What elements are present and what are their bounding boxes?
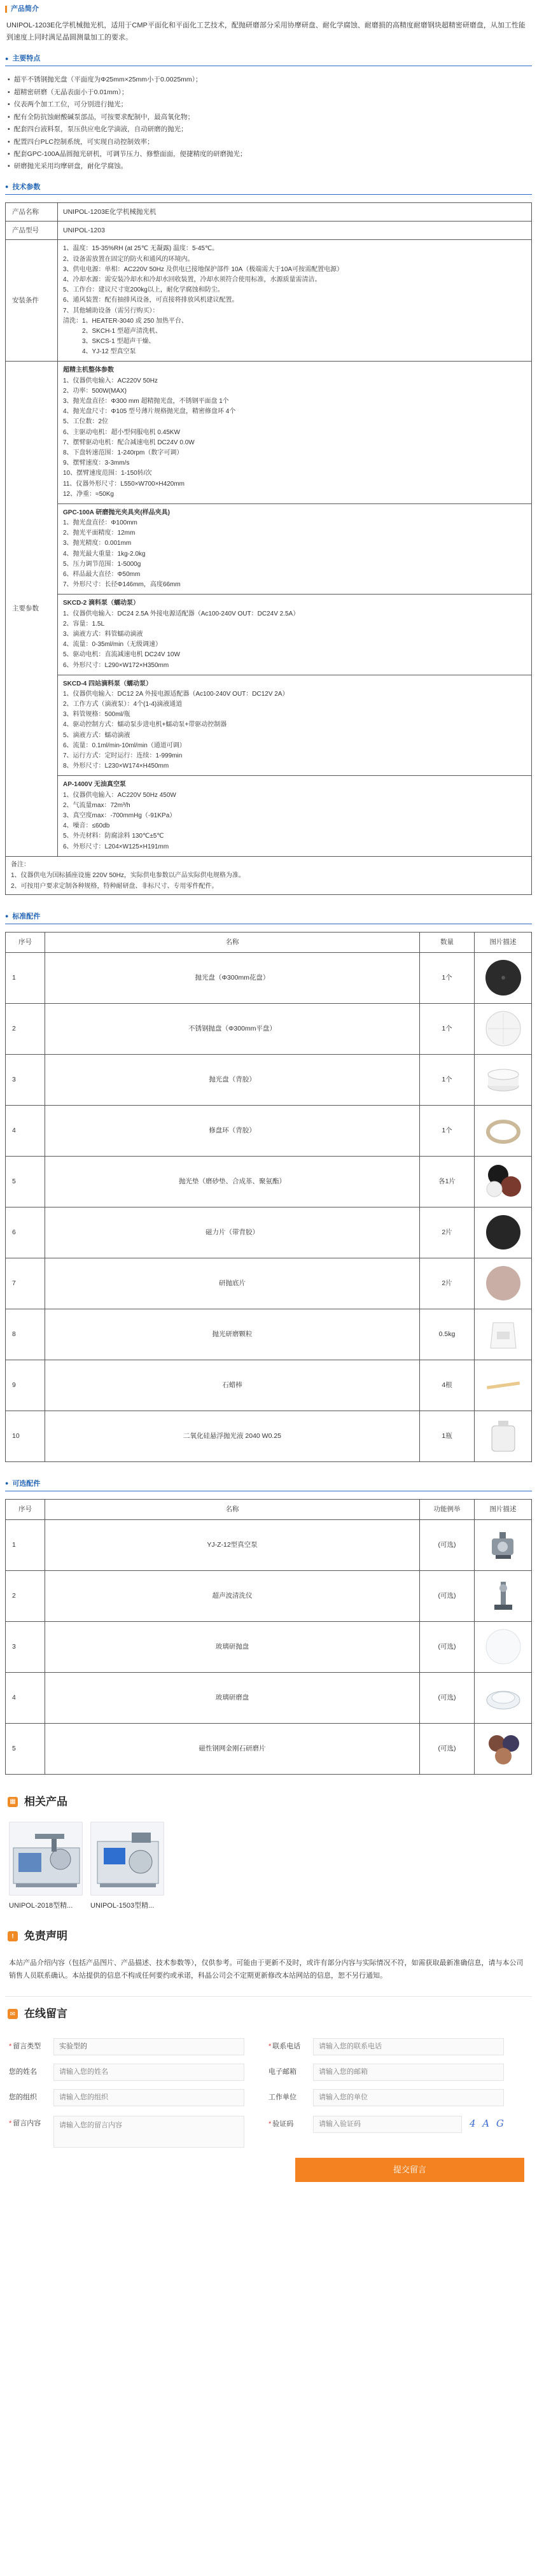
row-func: (可选) [420,1723,475,1774]
product-image [483,1626,524,1667]
param-line: 5、驱动电机：直流减速电机 DC24V 10W [63,651,180,659]
ring-image [483,1110,524,1151]
param-line: 2、容量：1.5L [63,620,105,628]
col-no: 序号 [6,932,45,952]
param-line: 6、流量：0.1ml/min-10ml/min（通道可调） [63,742,186,749]
param-line: 8、外形尺寸：L230×W174×H450mm [63,763,169,770]
name-input[interactable]: 请输入您的姓名 [53,2064,244,2081]
spec-row [6,222,532,240]
spec-table [5,202,532,857]
optional-heading-wrap [5,1479,532,1491]
param-line: 5、外壳材料：防腐涂料 130℃±5℃ [63,833,164,840]
features-heading-wrap [5,53,532,66]
product-image [483,1161,524,1202]
install-line: 7、其他辅助设备（需另行购买）： [63,307,159,314]
install-subline: 清洗：1、HEATER-3040 或 250 加热平台、 [63,317,188,325]
form-label: 工作单位 [268,2094,296,2102]
row-image [475,1723,532,1774]
param-block [58,775,531,855]
disclaimer-title: ! 免责声明 [8,1928,532,1945]
row-image [475,1156,532,1207]
product-image [483,1110,524,1151]
row-number: 1 [6,1519,45,1570]
related-card[interactable] [90,1822,164,1911]
table-row [6,1519,532,1570]
row-image [475,952,532,1003]
row-number: 2 [6,1003,45,1054]
row-image [475,1309,532,1360]
feature-item: • 配套GPC-100A晶圆抛光研机，可调节压力、修整面面，便捷精度的研磨抛光； [8,148,532,160]
row-number: 3 [6,1621,45,1672]
feature-item: • 研磨抛光采用均摩研盘，耐化学腐蚀。 [8,160,532,172]
param-line: 1、仪器供电输入：DC12 2A 外接电源适配器（Ac100-240V OUT：DC12V 2A） [63,690,289,698]
pads-mix-image [483,1161,524,1202]
col-img: 图片描述 [475,932,532,952]
row-number: 3 [6,1054,45,1105]
note-line: 2、可按用户要求定制各种规格，特种耐研盘、非标尺寸、专用零件配件。 [11,882,218,890]
optional-table [5,1499,532,1775]
row-qty: 1个 [420,1054,475,1105]
disc-white-image [483,1008,524,1049]
row-qty: 各1片 [420,1156,475,1207]
spec-row-install [6,240,532,362]
form-cell [268,2089,528,2106]
row-image [475,1258,532,1309]
install-line: 5、工作台：建议尺寸宽200kg以上，耐化学腐蚀和防尘。 [63,286,224,294]
table-row [6,952,532,1003]
param-block-title: AP-1400V 无油真空泵 [63,781,126,789]
param-line: 5、滴液方式：蠕动滴液 [63,731,130,739]
phone-input[interactable]: 请输入您的联系电话 [313,2038,504,2055]
optional-header-row [6,1499,532,1519]
related-title: ▦ 相关产品 [8,1794,532,1810]
form-cell [9,2116,268,2148]
param-block-title: SKCD-4 四站滴料泵（蠕动泵） [63,680,153,687]
product-image [483,1677,524,1718]
captcha-image[interactable]: 4 A G [470,2118,506,2130]
table-row [6,1156,532,1207]
product-image [483,1416,524,1456]
row-image [475,1411,532,1461]
install-line: 1、温度：15-35%RH (at 25℃ 无凝露) 温度：5-45℃。 [63,245,219,253]
form-label: 您的组织 [9,2094,37,2102]
table-row [6,1105,532,1156]
install-subline: 3、SKCS-1 型超声干燥、 [82,338,155,346]
param-line: 2、抛光平面精度：12mm [63,530,136,537]
form-row [9,2085,528,2111]
row-qty: 4根 [420,1360,475,1411]
row-image [475,1672,532,1723]
param-line: 7、摆臂驱动电机：配合减速电机 DC24V 0.0W [63,439,195,446]
param-line: 2、气流量max：72m³/h [63,801,130,809]
form-cell [268,2038,528,2055]
row-func: (可选) [420,1621,475,1672]
product-image [483,1314,524,1355]
company-input[interactable]: 请输入您的组织 [53,2089,244,2106]
message-type-select[interactable]: 实验型的 [53,2038,244,2055]
form-cell [268,2116,528,2133]
product-image [483,1524,524,1565]
install-subline: 2、SKCH-1 型超声清洗机、 [82,327,162,335]
spec-row [6,202,532,221]
row-name: 石蜡棒 [45,1360,420,1411]
spec-label: 主要参数 [6,362,58,856]
intro-heading-text: 产品简介 [11,5,39,13]
pad-black-image [483,957,524,998]
product-image [483,1008,524,1049]
product-detail-page [0,4,537,2192]
table-row [6,1309,532,1360]
install-line: 2、设备需放置在固定的防火和通风的环境内。 [63,255,194,263]
form-label: * 验证码 [268,2120,294,2128]
table-row [6,1723,532,1774]
tech-heading-wrap [5,182,532,195]
section-dot-icon: ● [5,183,9,190]
install-conditions [58,240,532,362]
feature-item: • 配置四台PLC控制系统，可实现自动控制效率； [8,136,532,148]
param-block [58,594,531,674]
param-block-title: GPC-100A 研磨抛光夹具夹(样品夹具) [63,509,170,516]
product-image [483,1575,524,1616]
install-line: 6、通风装置：配有抽排风设备，可直接将排放风机建议配置。 [63,297,239,304]
form-cell [9,2038,268,2055]
row-number: 5 [6,1156,45,1207]
row-number: 2 [6,1570,45,1621]
param-block-title: 超精主机整体参数 [63,367,114,374]
form-cell [9,2089,268,2106]
form-row [9,2034,528,2060]
row-name: 玻璃研抛盘 [45,1621,420,1672]
param-line: 9、摆臂速度：3-3mm/s [63,460,130,467]
spec-label: 产品名称 [6,202,58,221]
disc-copper-image [483,1263,524,1304]
col-qty: 数量 [420,932,475,952]
product-image [483,1263,524,1304]
table-row [6,1258,532,1309]
param-line: 2、功率：500W(MAX) [63,387,127,395]
row-number: 4 [6,1105,45,1156]
col-name: 名称 [45,932,420,952]
machine-illustration [10,1822,83,1896]
disclaimer-text: 本站产品介绍内容（包括产品图片、产品描述、技术参数等），仅供参考。可能由于更新不及时，或许有部分内容与实际情况不符，如需获取最新准确信息，请与本公司销售人员联系确认。本站提供的信息不构成任何要约或承诺，科晶公司会不定期更新修改本站网站的信息，恕不另行通知。 [5,1957,532,1997]
grid-icon: ▦ [8,1797,18,1807]
row-number: 4 [6,1672,45,1723]
row-name: 玻璃研磨盘 [45,1672,420,1723]
warning-icon: ! [8,1931,18,1941]
standard-table [5,932,532,1462]
form-cell [9,2064,268,2081]
row-qty: 0.5kg [420,1309,475,1360]
form-row [9,2060,528,2085]
form-label: * 留言类型 [9,2043,41,2051]
row-image [475,1570,532,1621]
feature-item: • 超平不锈钢抛光盘（平面度为Φ25mm×25mm小于0.0025mm）； [8,74,532,86]
param-line: 3、真空度max：-700mmHg（-91KPa） [63,812,176,819]
pads-brown-image [483,1728,524,1769]
related-card[interactable] [9,1822,83,1911]
row-func: (可选) [420,1519,475,1570]
install-line: 4、冷却水源：需安装冷却水和冷却水回收装置，冷却水须符合使用标准，水源质量需清洁。 [63,276,321,283]
table-row [6,1621,532,1672]
table-row [6,1003,532,1054]
spec-label: 产品型号 [6,222,58,240]
row-number: 6 [6,1207,45,1258]
row-name: 磁性钢网金刚石研磨片 [45,1723,420,1774]
powder-image [483,1314,524,1355]
row-number: 7 [6,1258,45,1309]
heading-bar-icon [5,6,7,13]
feature-item: • 配套四台液料泵，泵压供应电化学滴液，自动研磨的抛光； [8,123,532,136]
col-func: 功能例举 [420,1499,475,1519]
product-image [483,1212,524,1253]
row-qty: 2片 [420,1207,475,1258]
param-line: 3、料管规格：500ml/瓶 [63,711,130,719]
param-line: 4、抛光最大重量：1kg-2.0kg [63,550,146,558]
param-line: 6、外形尺寸：L290×W172×H350mm [63,661,169,669]
rod-image [483,1365,524,1405]
param-block [58,675,531,776]
section-dot-icon: ● [5,1480,9,1487]
dish-clear-image [483,1677,524,1718]
table-row [6,1411,532,1461]
feature-item: • 仪表两个加工工位，可分别进行抛光； [8,99,532,111]
row-image [475,1207,532,1258]
row-number: 5 [6,1723,45,1774]
row-name: 磁力片（带背胶） [45,1207,420,1258]
row-name: 抛光研磨颗粒 [45,1309,420,1360]
table-row [6,1207,532,1258]
install-subline: 4、YJ-12 型真空泵 [82,348,136,356]
related-products [5,1822,532,1911]
section-dot-icon: ● [5,55,9,62]
form-label: 您的姓名 [9,2068,37,2076]
row-func: (可选) [420,1570,475,1621]
standard-header-row [6,932,532,952]
form-label: * 留言内容 [9,2119,41,2127]
related-product-image[interactable] [9,1822,83,1896]
pump-image [483,1524,524,1565]
row-name: 研抛底片 [45,1258,420,1309]
param-line: 6、样品最大直径：Φ50mm [63,571,141,579]
param-line: 3、抛光盘直径：Φ300 mm 超精抛光盘，不锈钢平面盘 1个 [63,398,229,405]
param-line: 4、噪音：≤60db [63,822,110,830]
row-number: 9 [6,1360,45,1411]
section-dot-icon: ● [5,913,9,920]
param-line: 10、摆臂速度范围：1-150转/次 [63,470,152,477]
features-heading: ● 主要特点 [5,55,41,63]
param-line: 5、压力调节范围：1-5000g [63,560,141,568]
param-line: 6、外形尺寸：L204×W125×H191mm [63,843,169,850]
row-name: 抛光盘（背胶） [45,1054,420,1105]
param-line: 7、运行方式：定时运行：连续：1-999min [63,752,183,760]
param-line: 2、工作方式（滴液泵）：4个(1-4)滴液通道 [63,701,183,708]
install-line: 3、供电电源：单相：AC220V 50Hz 及供电已接地保护部件 10A（极端需大于10A可按需配置电源） [63,265,344,273]
table-row [6,1672,532,1723]
note-line: 备注： [11,861,30,868]
row-name: 修盘环（背胶） [45,1105,420,1156]
product-image [483,1365,524,1405]
row-qty: 1个 [420,952,475,1003]
param-line: 1、仪器供电输入：DC24 2.5A 外接电源适配器（Ac100-240V OUT：DC24V 2.5A） [63,610,300,617]
param-line: 5、工位数：2位 [63,418,109,426]
row-number: 1 [6,952,45,1003]
tool-image [483,1575,524,1616]
related-product-name[interactable]: UNIPOL-1503型精... [90,1902,155,1910]
row-name: 二氧化硅悬浮抛光液 2040 W0.25 [45,1411,420,1461]
optional-heading: ● 可选配件 [5,1479,41,1488]
row-image [475,1519,532,1570]
spec-row-main [6,362,532,856]
row-qty: 2片 [420,1258,475,1309]
table-row [6,1360,532,1411]
row-name: 抛光垫（磨砂垫、合成革、聚氨酯） [45,1156,420,1207]
form-cell [268,2064,528,2081]
feature-item: • 超精密研磨（无晶表面小于0.01mm）； [8,87,532,99]
row-image [475,1360,532,1411]
row-func: (可选) [420,1672,475,1723]
message-textarea[interactable]: 请输入您的留言内容 [53,2116,244,2148]
param-line: 4、驱动控制方式：蠕动泵步进电机+蠕动泵+带驱动控制器 [63,721,227,729]
row-image [475,1621,532,1672]
note-line: 1、仪器供电为国标插座设施 220V 50Hz，实际供电参数以产品实际供电规格为准。 [11,871,245,879]
message-icon: ✉ [8,2009,18,2019]
row-name: 不锈钢抛盘（Φ300mm平盘） [45,1003,420,1054]
row-number: 10 [6,1411,45,1461]
table-row [6,1054,532,1105]
standard-heading-wrap [5,911,532,924]
param-line: 11、仪器外形尺寸：L550×W700×H420mm [63,480,185,488]
row-qty: 1瓶 [420,1411,475,1461]
row-image [475,1003,532,1054]
row-number: 8 [6,1309,45,1360]
form-label: 电子邮箱 [268,2068,296,2076]
product-image [483,957,524,998]
row-name: 抛光盘（Φ300mm花盘） [45,952,420,1003]
email-input[interactable]: 请输入您的邮箱 [313,2064,504,2081]
form-label: * 联系电话 [268,2043,301,2051]
col-no: 序号 [6,1499,45,1519]
spec-value: UNIPOL-1203E化学机械抛光机 [58,202,532,221]
param-line: 1、仪器供电输入：AC220V 50Hz [63,377,158,384]
param-line: 4、抛光盘尺寸：Φ105 型号薄片规格抛光盘，精密修盘环 4个 [63,408,236,416]
param-line: 3、抛光精度：0.001mm [63,540,132,547]
row-qty: 1个 [420,1003,475,1054]
row-name: YJ-Z-12型真空泵 [45,1519,420,1570]
submit-wrap [9,2153,528,2192]
param-block [58,503,531,595]
product-image [483,1059,524,1100]
row-qty: 1个 [420,1105,475,1156]
param-block [58,362,531,503]
param-line: 1、仪器供电输入：AC220V 50Hz 450W [63,791,176,799]
param-line: 12、净重：≈50Kg [63,490,114,498]
feature-item: • 配有全防抗蚀耐酸碱泵部品，可按要求配制中，最高氧化物； [8,111,532,123]
form-row [9,2111,528,2153]
spec-label: 安装条件 [6,240,58,362]
spec-notes [5,857,532,895]
features-list [5,74,532,172]
main-parameters [58,362,532,856]
product-image [483,1728,524,1769]
standard-heading: ● 标准配件 [5,912,41,920]
row-name: 超声波清洗仪 [45,1570,420,1621]
col-img: 图片描述 [475,1499,532,1519]
captcha-input[interactable]: 请输入验证码 [313,2116,462,2133]
tech-heading: ● 技术参数 [5,183,41,191]
param-line: 8、下盘转速范围：1-240rpm（数字可调） [63,449,183,456]
machine-illustration [91,1822,164,1896]
row-image [475,1105,532,1156]
row-image [475,1054,532,1105]
table-row [6,1570,532,1621]
bottle-image [483,1416,524,1456]
disc-dark-image [483,1212,524,1253]
spec-value: UNIPOL-1203 [58,222,532,240]
message-form [5,2034,532,2192]
related-product-image[interactable] [90,1822,164,1896]
param-block-title: SKCD-2 滴料泵（蠕动泵） [63,600,140,607]
stack-white-image [483,1059,524,1100]
related-product-name[interactable]: UNIPOL-2018型精... [9,1902,73,1910]
col-name: 名称 [45,1499,420,1519]
intro-text: UNIPOL-1203E化学机械抛光机，适用于CMP平面化和平面化工艺技术，配抛研磨部分采用协摩研盘、耐化学腐蚀、耐磨损的高精度耐磨钢块超精密研磨盘，从加工性能到速度上同时满足晶圆测量加工的要求。 [6,22,526,41]
form-title: ✉ 在线留言 [8,2006,532,2022]
disc-glass-image [483,1626,524,1667]
param-line: 4、流量：0-35ml/min（无级调速） [63,641,162,649]
intro-heading [5,4,532,15]
param-line: 6、主驱动电机：超小型伺服电机 0.45KW [63,428,180,436]
param-line: 3、滴液方式：料管蠕动滴液 [63,630,143,638]
param-line: 7、外形尺寸：长径Φ146mm，高度66mm [63,581,181,589]
param-line: 1、抛光盘直径：Φ100mm [63,519,137,527]
job-input[interactable]: 请输入您的单位 [313,2089,504,2106]
submit-button[interactable]: 提交留言 [295,2158,524,2182]
